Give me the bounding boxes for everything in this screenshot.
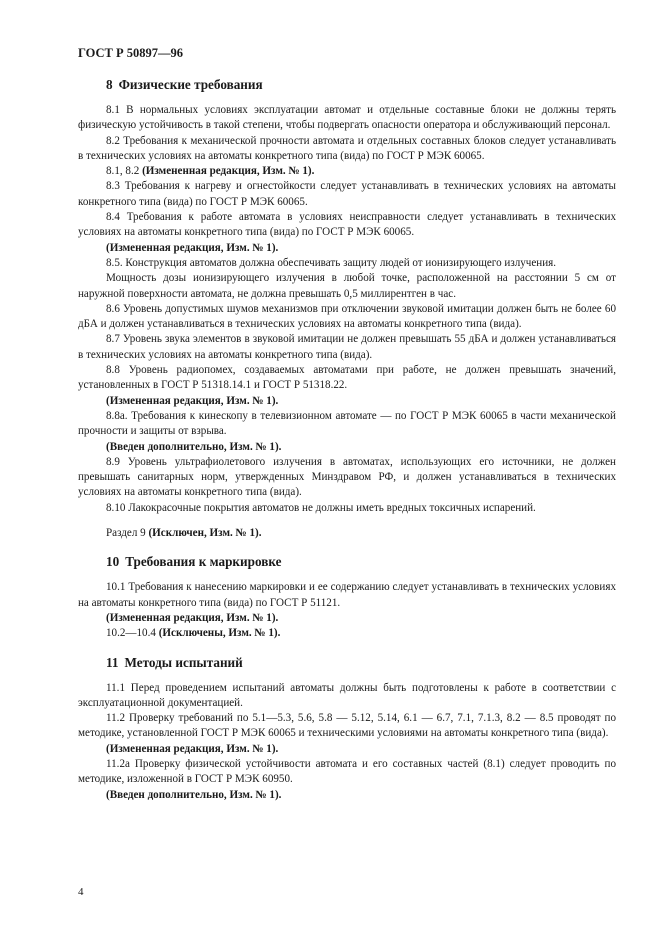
paragraph-8-9: 8.9 Уровень ультрафиолетового излучения в автоматах, использующих его источники, не должен превышать санитарных норм, утвержденных Минздравом РФ, и должен устанавливаться в технических условиях на автоматы конкретного типа (вида). <box>78 455 616 499</box>
section-8-heading: 8 Физические требования <box>106 77 263 92</box>
page-number: 4 <box>78 886 84 898</box>
paragraph-8-4: 8.4 Требования к работе автомата в условиях неисправности следует устанавливать в технических условиях на автоматы конкретного типа (вида) по ГОСТ Р МЭК 60065. <box>78 211 616 239</box>
paragraph-10-1: 10.1 Требования к нанесению маркировки и ее содержанию следует устанавливать в технических условиях на автоматы конкретного типа (вида) по ГОСТ Р 51121. <box>78 581 616 609</box>
note-10-2-10-4: 10.2—10.4 (Исключены, Изм. № 1). <box>106 627 281 640</box>
paragraph-8-3: 8.3 Требования к нагреву и огнестойкости следует устанавливать в технических условиях на автоматы конкретного типа (вида) по ГОСТ Р МЭК 60065. <box>78 180 616 208</box>
paragraph-11-2: 11.2 Проверку требований по 5.1—5.3, 5.6, 5.8 — 5.12, 5.14, 6.1 — 6.7, 7.1, 7.1.3, 8.2 — 8.5 проводят по методике, установленной ГОСТ Р МЭК 60065 и техническими условиями на автоматы конкретного типа (вида). <box>78 712 616 740</box>
paragraph-11-2a: 11.2а Проверку физической устойчивости автомата и его составных частей (8.1) следует проводить по методике, изложенной в ГОСТ Р МЭК 60950. <box>78 757 616 786</box>
note-10-1: (Измененная редакция, Изм. № 1). <box>106 611 279 624</box>
paragraph-8-5-dose: Мощность дозы ионизирующего излучения в любой точке, расположенной на расстоянии 5 см от наружной поверхности автомата, не должна превышать 0,5 миллирентген в час. <box>78 272 616 300</box>
paragraph-8-6: 8.6 Уровень допустимых шумов механизмов при отключении звуковой имитации должен быть не более 60 дБА и должен устанавливаться в технических условиях на автоматы конкретного типа (вида). <box>78 302 616 331</box>
paragraph-8-1: 8.1 В нормальных условиях эксплуатации автомат и отдельные составные блоки не должны терять физическую устойчивость в такой степени, чтобы подвергать опасности оператора и обслуживающий персонал. <box>78 104 616 132</box>
section-9-note: Раздел 9 (Исключен, Изм. № 1). <box>106 527 262 540</box>
paragraph-8-8: 8.8 Уровень радиопомех, создаваемых автоматами при работе, не должен превышать значений, установленных в ГОСТ Р 51318.14.1 и ГОСТ Р 51318.22. <box>78 364 616 392</box>
note-11-2: (Измененная редакция, Изм. № 1). <box>106 742 279 755</box>
paragraph-8-5: 8.5. Конструкция автоматов должна обеспечивать защиту людей от ионизирующего излучения. <box>106 256 557 269</box>
paragraph-8-7: 8.7 Уровень звука элементов в звуковой имитации не должен превышать 55 дБА и должен устанавливаться в технических условиях на автоматы конкретного типа (вида). <box>78 333 616 361</box>
paragraph-11-1: 11.1 Перед проведением испытаний автоматы должны быть подготовлены к работе в соответствии с эксплуатационной документацией. <box>78 681 616 709</box>
section-11-heading: 11 Методы испытаний <box>106 654 243 670</box>
note-11-2a: (Введен дополнительно, Изм. № 1). <box>106 788 282 801</box>
standard-header: ГОСТ Р 50897—96 <box>78 46 184 60</box>
note-8-1-8-2: 8.1, 8.2 (Измененная редакция, Изм. № 1). <box>106 165 315 178</box>
note-8-4: (Измененная редакция, Изм. № 1). <box>106 241 279 254</box>
paragraph-8-8a: 8.8а. Требования к кинескопу в телевизионном автомате — по ГОСТ Р МЭК 60065 в части механической прочности и защиты от взрыва. <box>78 409 616 438</box>
paragraph-8-10: 8.10 Лакокрасочные покрытия автоматов не должны иметь вредных токсичных испарений. <box>106 501 536 514</box>
note-8-8a: (Введен дополнительно, Изм. № 1). <box>106 440 282 453</box>
note-8-8: (Измененная редакция, Изм. № 1). <box>106 394 279 407</box>
paragraph-8-2: 8.2 Требования к механической прочности автомата и отдельных составных блоков следует устанавливать в технических условиях на автоматы конкретного типа (вида) по ГОСТ Р МЭК 60065. <box>78 134 616 162</box>
section-10-heading: 10 Требования к маркировке <box>106 554 282 570</box>
page-content <box>78 76 616 803</box>
